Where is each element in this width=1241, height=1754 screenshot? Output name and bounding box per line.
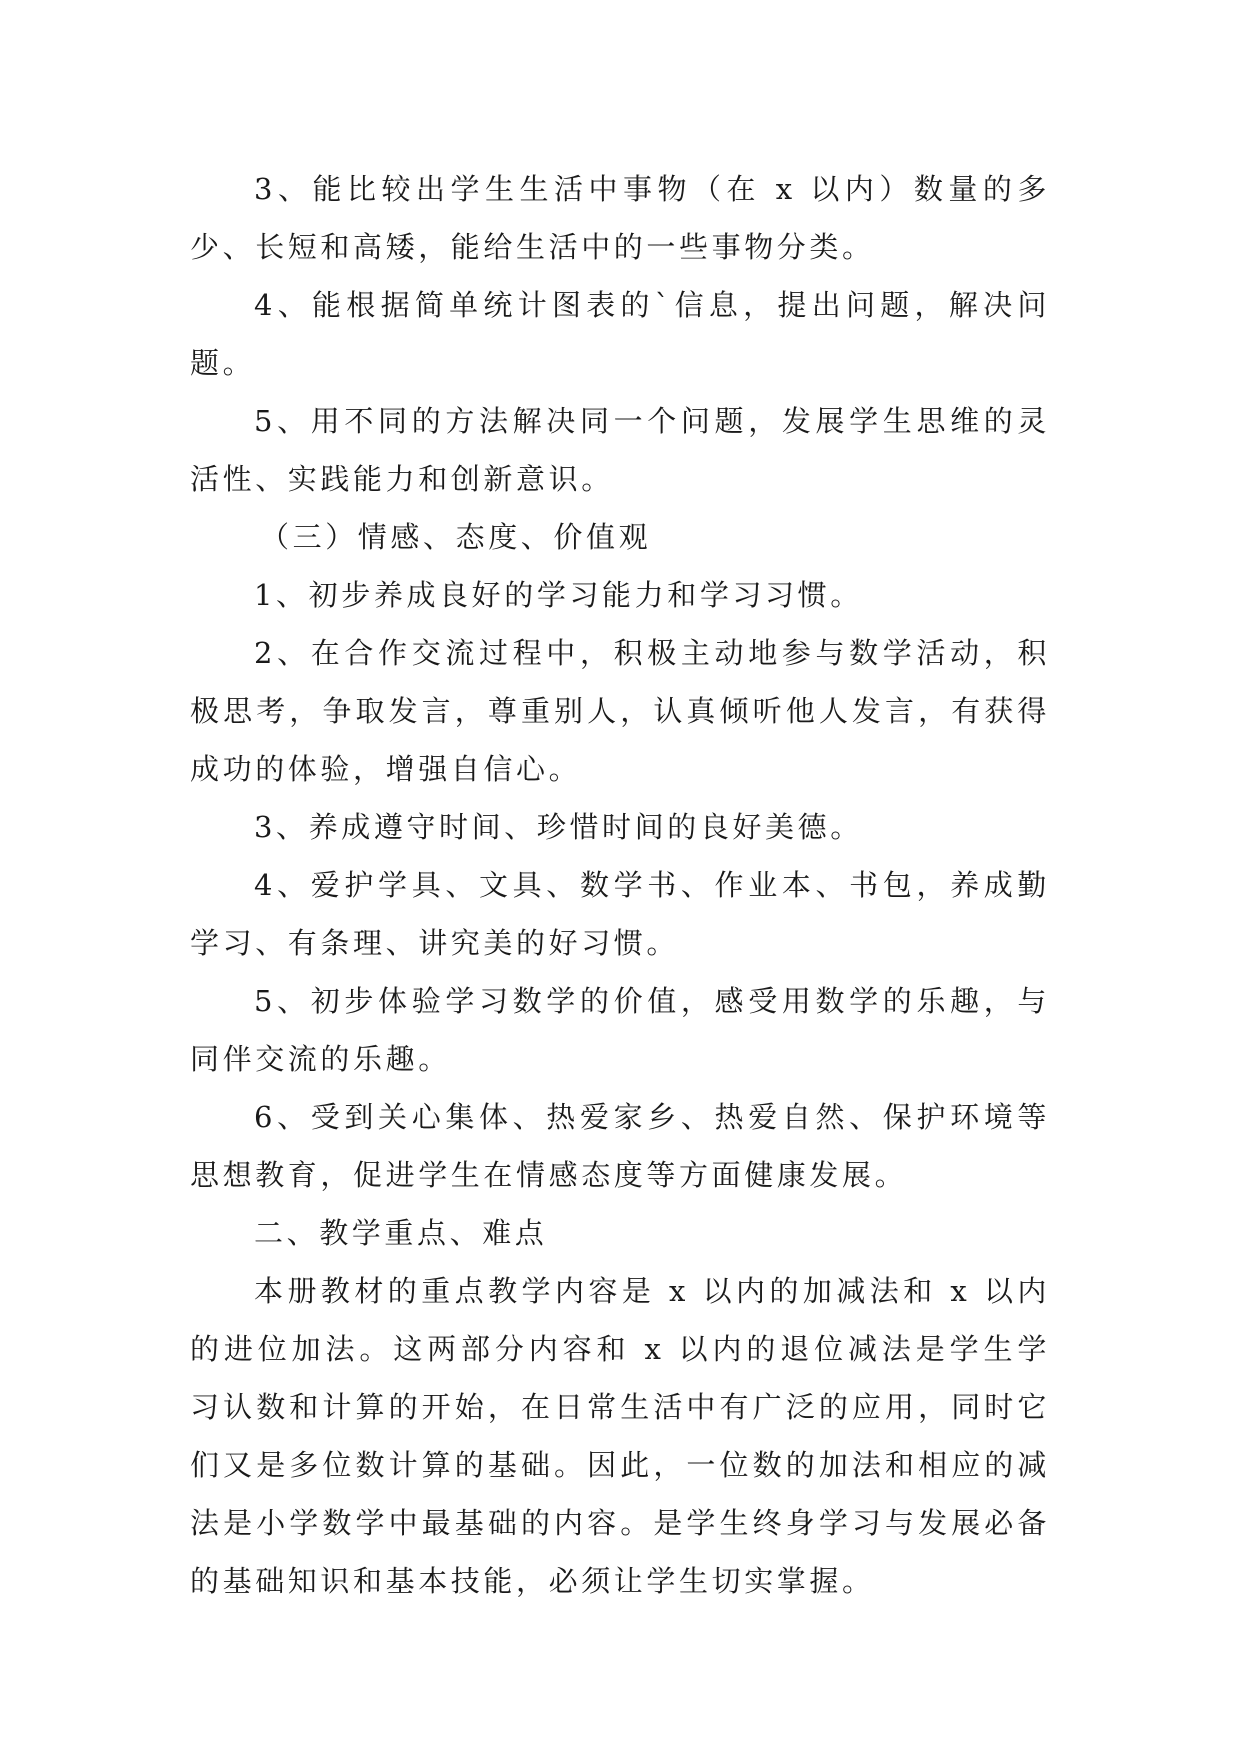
paragraph-objective-4: 4、能根据简单统计图表的`信息，提出问题，解决问题。 xyxy=(190,288,1050,380)
paragraph-emotion-5: 5、初步体验学习数学的价值，感受用数学的乐趣，与同伴交流的乐趣。 xyxy=(190,984,1050,1076)
paragraph-emotion-4: 4、爱护学具、文具、数学书、作业本、书包，养成勤学习、有条理、讲究美的好习惯。 xyxy=(190,868,1050,960)
paragraph-emotion-6: 6、受到关心集体、热爱家乡、热爱自然、保护环境等思想教育，促进学生在情感态度等方面健康发展。 xyxy=(190,1100,1050,1192)
section-heading-emotion-attitude-values: （三）情感、态度、价值观 xyxy=(260,520,652,554)
paragraph-emotion-1: 1、初步养成良好的学习能力和学习习惯。 xyxy=(254,578,863,612)
paragraph-objective-5: 5、用不同的方法解决同一个问题，发展学生思维的灵活性、实践能力和创新意识。 xyxy=(190,404,1050,496)
paragraph-key-points-body: 本册教材的重点教学内容是 x 以内的加减法和 x 以内的进位加法。这两部分内容和 x 以内的退位减法是学生学习认数和计算的开始，在日常生活中有广泛的应用，同时它们又是多位数计算的基础。因此，一位数的加法和相应的减法是小学数学中最基础的内容。是学生终身学习与发展必备的基础知识和基本技能，必须让学生切实掌握。 xyxy=(190,1274,1050,1598)
document-page xyxy=(190,160,1050,1610)
section-heading-key-points: 二、教学重点、难点 xyxy=(254,1216,548,1250)
paragraph-emotion-3: 3、养成遵守时间、珍惜时间的良好美德。 xyxy=(254,810,863,844)
paragraph-emotion-2: 2、在合作交流过程中，积极主动地参与数学活动，积极思考，争取发言，尊重别人，认真倾听他人发言，有获得成功的体验，增强自信心。 xyxy=(190,636,1050,786)
paragraph-objective-3: 3、能比较出学生生活中事物（在 x 以内）数量的多少、长短和高矮，能给生活中的一些事物分类。 xyxy=(190,172,1050,264)
